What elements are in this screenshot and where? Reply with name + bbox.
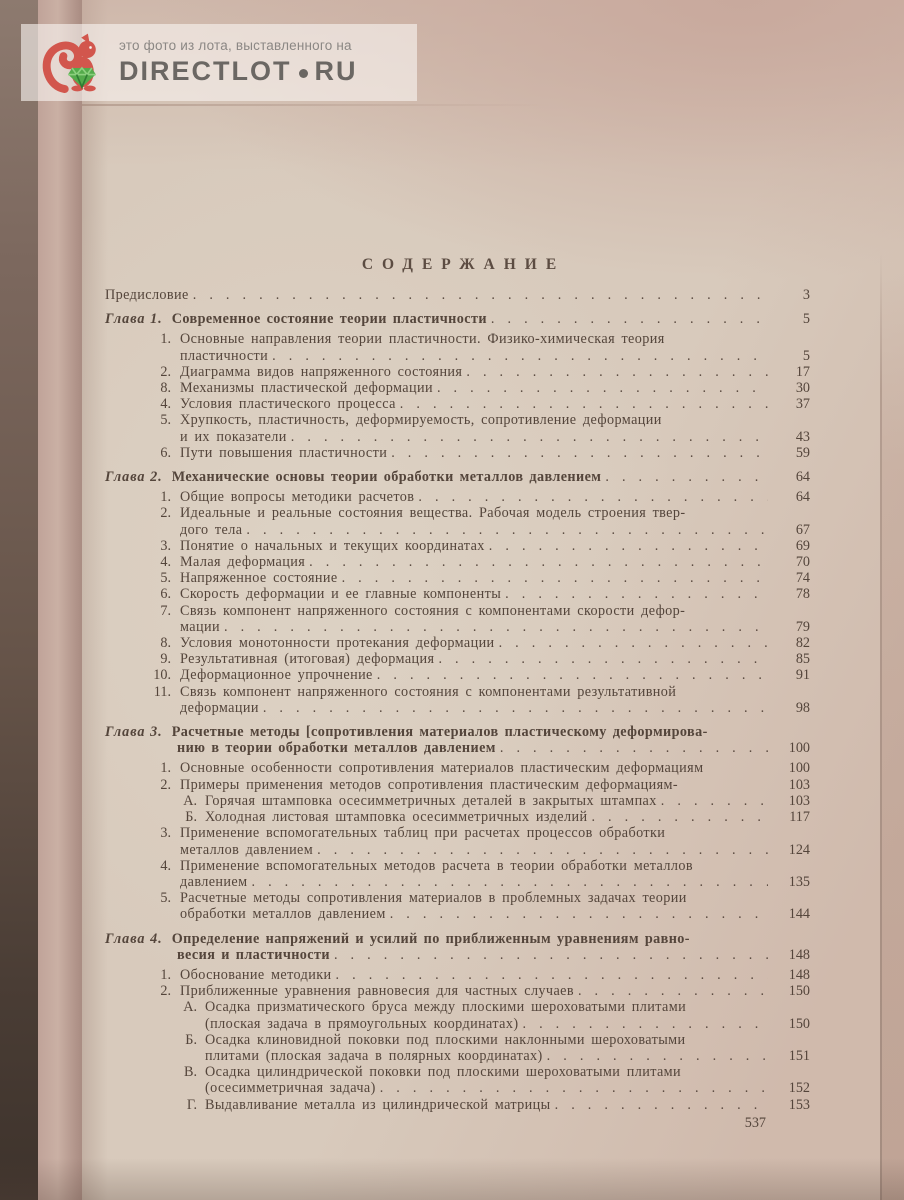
dot-leader [466, 364, 768, 380]
dot-leader [309, 554, 768, 570]
chapter-title: Определение напряжений и усилий по приближенным уравнениям равно- [171, 930, 690, 947]
toc-entry-continuation [105, 906, 810, 922]
dot-leader [438, 651, 768, 667]
entry-text: Выдавливание металла из цилиндрической матрицы [205, 1096, 551, 1113]
page-number: 59 [795, 444, 810, 461]
toc-chapter-continuation [105, 740, 810, 756]
page-number: 124 [788, 841, 810, 858]
page-number: 3 [802, 287, 810, 303]
page-number: 85 [795, 651, 810, 668]
entry-number: 3. [160, 537, 171, 554]
toc-entry-row [105, 505, 810, 521]
toc-entry-row [105, 1097, 810, 1113]
entry-text: дого тела [180, 521, 243, 538]
toc-entry-continuation [105, 1080, 810, 1096]
entry-text: Примеры применения методов сопротивления пластическим деформациям- [180, 776, 679, 793]
toc-entry-row [105, 538, 810, 554]
toc-entry-row [105, 793, 810, 809]
page-number: 5 [802, 311, 810, 328]
toc-entry-row [105, 287, 810, 303]
dot-leader [437, 380, 768, 396]
entry-text: Применение вспомогательных методов расчета в теории обработки металлов [180, 857, 693, 874]
entry-number: 5. [160, 570, 171, 587]
entry-text: Осадка клиновидной поковки под плоскими наклонными шероховатыми [205, 1031, 686, 1048]
toc-entry-row [105, 999, 810, 1015]
entry-text: Деформационное упрочнение [180, 667, 373, 684]
entry-letter: Б. [185, 809, 197, 826]
toc-entry-row [105, 777, 810, 793]
toc-entry-row [105, 809, 810, 825]
brand-name: DIRECTLOT [119, 56, 292, 86]
dot-leader [317, 842, 768, 858]
entry-text: Осадка призматического бруса между плоскими шероховатыми плитами [205, 999, 687, 1016]
entry-text: Связь компонент напряженного состояния с компонентами скорости дефор- [180, 602, 686, 619]
entry-number: 5. [160, 890, 171, 907]
dot-leader [418, 489, 768, 505]
toc-entry-row [105, 760, 810, 776]
entry-text: Предисловие [105, 287, 189, 303]
entry-text: Напряженное состояние [180, 570, 338, 587]
toc-entry-continuation [105, 842, 810, 858]
dot-leader [224, 619, 768, 635]
toc-entry-row [105, 364, 810, 380]
dot-leader [291, 429, 768, 445]
dot-leader [336, 967, 768, 983]
entry-text: и их показатели [180, 428, 287, 445]
entry-number: 1. [160, 489, 171, 506]
page-number: 103 [788, 792, 810, 809]
entry-text: (плоская задача в прямоугольных координатах) [205, 1015, 519, 1032]
entry-number: 2. [160, 505, 171, 522]
dot-leader [251, 874, 768, 890]
watermark-brand [119, 56, 358, 87]
entry-number: 1. [160, 760, 171, 777]
entry-letter: А. [183, 792, 197, 809]
toc-chapter-continuation [105, 947, 810, 963]
page-number: 37 [795, 396, 810, 413]
entry-letter: А. [183, 999, 197, 1016]
dot-leader [193, 287, 768, 303]
entry-number: 10. [153, 667, 171, 684]
entry-text: металлов давлением [180, 841, 314, 858]
entry-number: 9. [160, 651, 171, 668]
entry-number: 8. [160, 380, 171, 397]
page-top-edge [82, 104, 552, 106]
entry-text: Условия пластического процесса [180, 396, 396, 413]
chapter-label: Глава 2. [105, 469, 163, 486]
dot-leader [400, 396, 768, 412]
dot-leader [342, 570, 768, 586]
entry-text: Диаграмма видов напряженного состояния [180, 363, 463, 380]
page-number: 78 [795, 586, 810, 603]
entry-number: 6. [160, 586, 171, 603]
entry-text: Механизмы пластической деформации [180, 380, 433, 397]
dot-leader [555, 1097, 768, 1113]
page-number: 79 [795, 618, 810, 635]
entry-text: Основные направления теории пластичности. Физико-химическая теория [180, 331, 665, 348]
chapter-title: нию в теории обработки металлов давлением [177, 740, 496, 757]
entry-text: деформации [180, 699, 259, 716]
toc-entry-continuation [105, 874, 810, 890]
toc-entry-row [105, 445, 810, 461]
table-beyond-page-edge [882, 250, 904, 1200]
toc-chapter-row [105, 724, 810, 740]
chapter-title: Механические основы теории обработки металлов давлением [171, 469, 602, 486]
dot-leader [334, 947, 768, 963]
dot-leader [499, 635, 768, 651]
folio-page-number: 537 [744, 1114, 766, 1131]
entry-text: Результативная (итоговая) деформация [180, 651, 435, 668]
page-number: 67 [795, 521, 810, 538]
entry-text: Осадка цилиндрической поковки под плоскими шероховатыми плитами [205, 1064, 682, 1081]
watermark-caption: это фото из лота, выставленного на [119, 38, 352, 53]
dot-leader [505, 586, 768, 602]
entry-text: Условия монотонности протекания деформации [180, 635, 495, 652]
toc-entry-row [105, 635, 810, 651]
dot-leader [263, 700, 768, 716]
entry-letter: В. [183, 1064, 197, 1081]
dot-leader [605, 469, 768, 485]
toc-entry-row [105, 380, 810, 396]
toc-entry-row [105, 412, 810, 428]
page-number: 151 [788, 1047, 810, 1064]
entry-number: 1. [160, 331, 171, 348]
entry-text: Малая деформация [180, 554, 306, 571]
toc-entry-row [105, 331, 810, 347]
squirrel-with-diamond-icon [41, 31, 107, 97]
toc-entry-row [105, 684, 810, 700]
dot-leader [547, 1048, 768, 1064]
entry-number: 2. [160, 776, 171, 793]
entry-number: 11. [153, 683, 171, 700]
entry-number: 2. [160, 983, 171, 1000]
page-number: 150 [788, 1015, 810, 1032]
toc-entry-row [105, 825, 810, 841]
page-number: 150 [788, 983, 810, 1000]
entry-text: Применение вспомогательных таблиц при расчетах процессов обработки [180, 825, 666, 842]
entry-text: (осесимметричная задача) [205, 1080, 376, 1097]
entry-number: 6. [160, 444, 171, 461]
entry-text: Пути повышения пластичности [180, 444, 388, 461]
entry-number: 5. [160, 412, 171, 429]
entry-text: пластичности [180, 347, 269, 364]
toc-entry-row [105, 983, 810, 999]
chapter-label: Глава 3. [105, 724, 163, 741]
page-number: 148 [788, 966, 810, 983]
page-gutter-shadow [38, 0, 82, 1200]
entry-text: Скорость деформации и ее главные компоненты [180, 586, 502, 603]
page-number: 69 [795, 537, 810, 554]
entry-number: 7. [160, 602, 171, 619]
chapter-label: Глава 4. [105, 930, 163, 947]
toc-entry-continuation [105, 1016, 810, 1032]
dot-leader [390, 906, 768, 922]
entry-number: 2. [160, 363, 171, 380]
entry-text: Связь компонент напряженного состояния с компонентами результативной [180, 683, 677, 700]
toc-entry-row [105, 967, 810, 983]
chapter-title: Расчетные методы [сопротивления материалов пластическому деформирова- [171, 724, 708, 741]
brand-suffix: RU [314, 56, 358, 86]
toc-chapter-row [105, 311, 810, 327]
watermark-texts [119, 38, 358, 87]
entry-text: Общие вопросы методики расчетов [180, 489, 415, 506]
toc-entry-row [105, 554, 810, 570]
page-number: 135 [788, 873, 810, 890]
page-number: 74 [795, 570, 810, 587]
toc-entry-row [105, 667, 810, 683]
page-title: СОДЕРЖАНИЕ [361, 256, 566, 273]
page-number: 117 [789, 809, 810, 826]
page-number: 91 [795, 667, 810, 684]
toc-entry-continuation [105, 429, 810, 445]
toc-entry-row [105, 396, 810, 412]
entry-number: 8. [160, 635, 171, 652]
toc-entry-row [105, 570, 810, 586]
entry-text: давлением [180, 873, 248, 890]
entry-number: 4. [160, 554, 171, 571]
page-number: 98 [795, 699, 810, 716]
toc-entry-row [105, 890, 810, 906]
page-number: 100 [788, 760, 810, 777]
page-number: 17 [795, 363, 810, 380]
entry-text: плитами (плоская задача в полярных координатах) [205, 1047, 543, 1064]
entry-number: 1. [160, 966, 171, 983]
entry-text: Приближенные уравнения равновесия для частных случаев [180, 983, 574, 1000]
toc-entry-continuation [105, 700, 810, 716]
page-number: 70 [795, 554, 810, 571]
toc-entry-row [105, 1064, 810, 1080]
page-number: 144 [788, 906, 810, 923]
dot-leader [491, 311, 768, 327]
toc-entry-row [105, 651, 810, 667]
entry-text: Холодная листовая штамповка осесимметричных изделий [205, 809, 588, 826]
entry-text: Понятие о начальных и текущих координатах [180, 537, 485, 554]
page-number: 5 [802, 347, 810, 364]
entry-letter: Б. [185, 1031, 197, 1048]
page-number: 148 [788, 946, 810, 963]
toc-chapter-row [105, 469, 810, 485]
toc-entry-row [105, 489, 810, 505]
toc-entry-continuation [105, 348, 810, 364]
dot-leader [272, 348, 768, 364]
dot-leader [380, 1080, 768, 1096]
entry-text: Расчетные методы сопротивления материалов в проблемных задачах теории [180, 890, 687, 907]
entry-text: Идеальные и реальные состояния вещества. Рабочая модель строения твер- [180, 505, 686, 522]
dot-leader [500, 740, 768, 756]
toc-entry-row [105, 1032, 810, 1048]
dot-leader [591, 809, 768, 825]
entry-number: 3. [160, 825, 171, 842]
chapter-title: Современное состояние теории пластичности [171, 311, 487, 328]
page-number: 64 [795, 489, 810, 506]
dot-leader [489, 538, 768, 554]
book-left-edge-shadow [0, 0, 38, 1200]
page-number: 153 [788, 1096, 810, 1113]
table-of-contents [105, 256, 810, 1132]
entry-letter: Г. [186, 1096, 197, 1113]
watermark-strip [21, 24, 417, 101]
entry-text: Горячая штамповка осесимметричных деталей в закрытых штампах [205, 792, 657, 809]
entry-text: обработки металлов давлением [180, 906, 386, 923]
entry-text: мации [180, 618, 220, 635]
entry-number: 4. [160, 396, 171, 413]
dot-leader [522, 1016, 768, 1032]
toc-entry-continuation [105, 619, 810, 635]
dot-leader [391, 445, 768, 461]
page-number: 103 [788, 776, 810, 793]
dot-leader [578, 983, 768, 999]
entry-text: Основные особенности сопротивления материалов пластическим деформациям [180, 760, 704, 777]
page-number: 152 [788, 1080, 810, 1097]
bottom-photo-shadow [0, 1158, 904, 1200]
chapter-title: весия и пластичности [177, 946, 330, 963]
page-number: 43 [795, 428, 810, 445]
entry-text: Обоснование методики [180, 966, 332, 983]
toc-entry-continuation [105, 1048, 810, 1064]
toc-entry-continuation [105, 522, 810, 538]
toc-entry-row [105, 858, 810, 874]
toc-entry-row [105, 603, 810, 619]
entry-text: Хрупкость, пластичность, деформируемость, сопротивление деформации [180, 412, 662, 429]
dot-leader [246, 522, 768, 538]
page-number: 64 [795, 469, 810, 486]
chapter-label: Глава 1. [105, 311, 163, 328]
page-number: 100 [788, 740, 810, 757]
brand-separator-dot-icon [299, 69, 308, 78]
toc-chapter-row [105, 931, 810, 947]
toc-entry-row [105, 586, 810, 602]
page-number: 30 [795, 380, 810, 397]
dot-leader [661, 793, 768, 809]
page-number: 82 [795, 635, 810, 652]
dot-leader [377, 667, 768, 683]
entry-number: 4. [160, 857, 171, 874]
